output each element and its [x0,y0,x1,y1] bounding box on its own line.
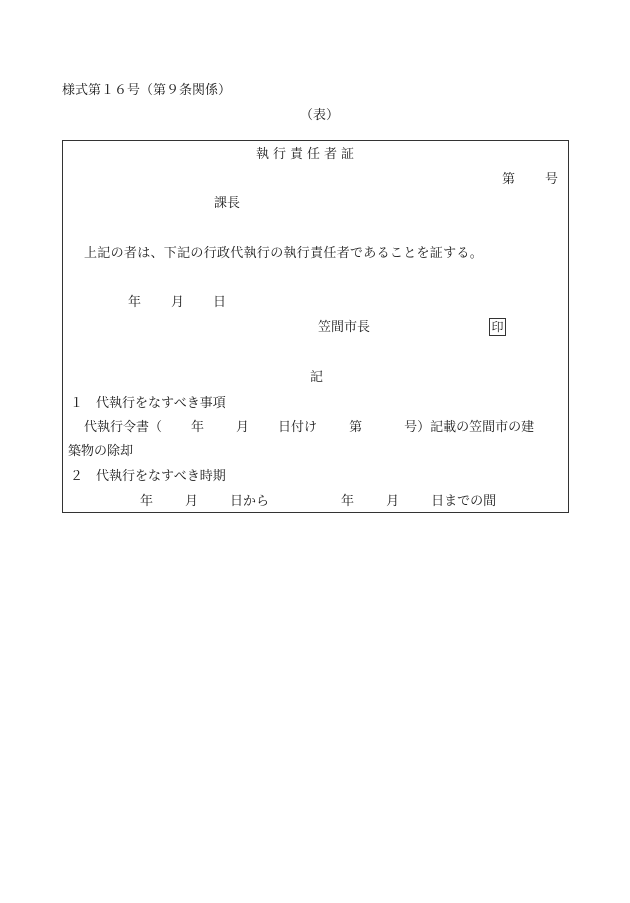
item1-continuation: 築物の除却 [68,444,134,459]
issue-date-day: 日 [213,295,227,310]
from-day: 日から [230,494,270,509]
ki-heading: 記 [310,370,324,385]
number-go: 号 [545,172,559,187]
number-dai: 第 [502,172,516,187]
certification-statement: 上記の者は、下記の行政代執行の執行責任者であることを証する。 [84,246,484,261]
issue-date-year: 年 [128,295,142,310]
order-month: 月 [236,420,250,435]
from-year: 年 [140,494,154,509]
item1-order-line [84,421,534,434]
to-year: 年 [341,494,355,509]
to-day: 日までの間 [431,494,497,509]
item1-heading: １ 代執行をなすべき事項 [70,396,226,411]
mayor-title: 笠間市長 [318,320,371,335]
to-month: 月 [386,494,400,509]
order-year: 年 [191,420,205,435]
order-go-suffix: 号）記載の笠間市の建 [404,420,535,435]
item2-period-line [140,495,496,508]
from-month: 月 [185,494,199,509]
order-prefix: 代執行令書（ [84,420,163,435]
item2-heading: ２ 代執行をなすべき時期 [70,469,226,484]
certificate-title: 執行責任者証 [256,147,359,162]
form-number: 様式第１６号（第９条関係） [62,83,232,98]
seal-box: 印 [489,318,506,336]
order-dai: 第 [349,420,363,435]
issue-date-month: 月 [171,295,185,310]
order-dated: 日付け [278,420,318,435]
side-label: （表） [300,108,340,123]
section-chief: 課長 [214,196,241,211]
